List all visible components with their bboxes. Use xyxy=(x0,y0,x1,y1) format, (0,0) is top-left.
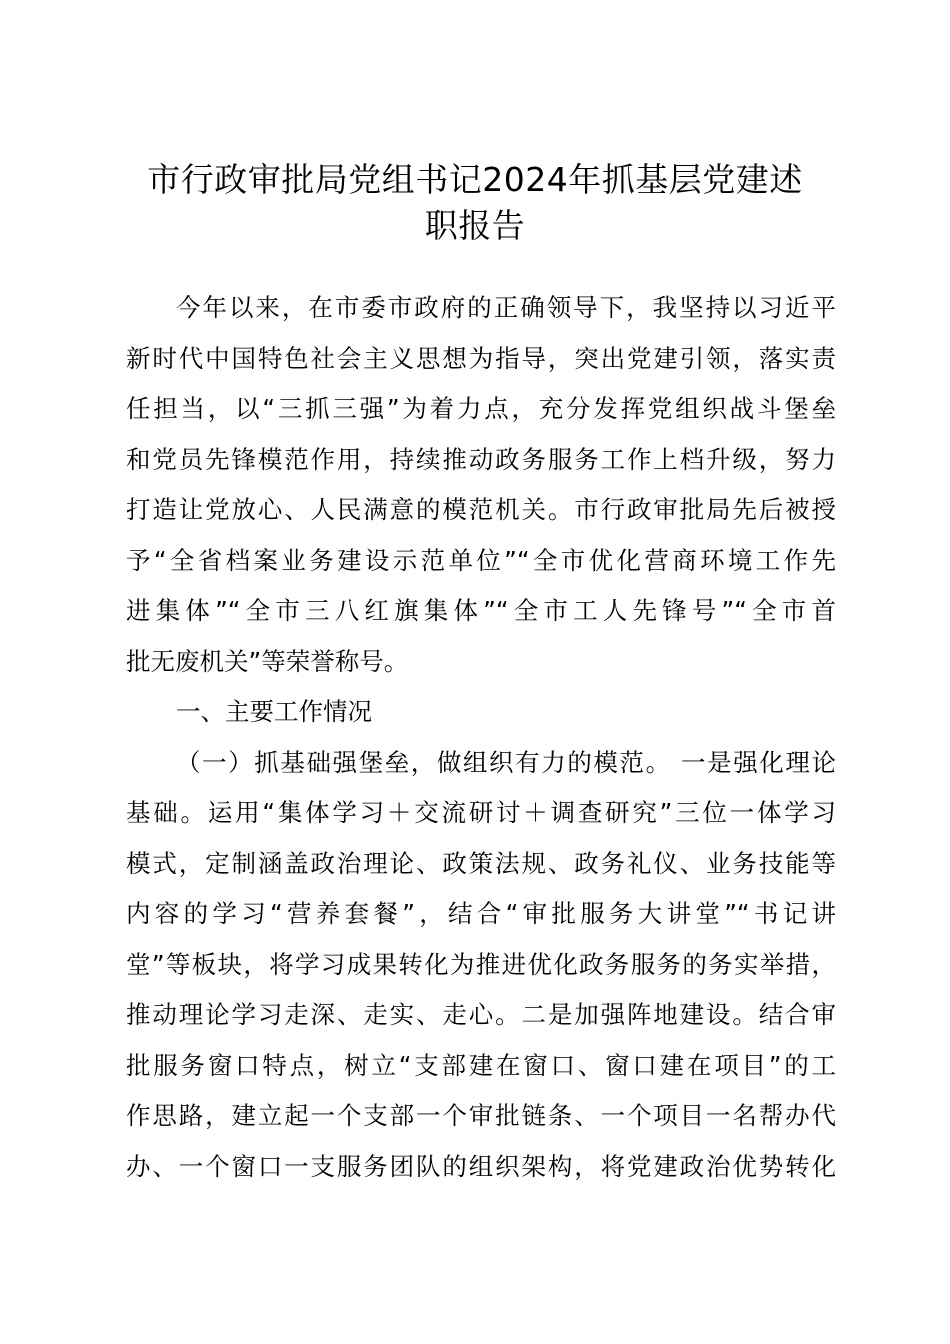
paragraph-line: 予“全省档案业务建设示范单位”“全市优化营商环境工作先 xyxy=(126,545,836,575)
paragraph-line: 批服务窗口特点，树立“支部建在窗口、窗口建在项目”的工 xyxy=(126,1050,836,1080)
paragraph-line: 和党员先锋模范作用，持续推动政务服务工作上档升级，努力 xyxy=(126,444,836,474)
paragraph-line: 内容的学习“营养套餐”，结合“审批服务大讲堂”“书记讲 xyxy=(126,899,836,928)
paragraph-line: 模式，定制涵盖政治理论、政策法规、政务礼仪、业务技能等 xyxy=(126,848,836,878)
paragraph-line: 新时代中国特色社会主义思想为指导，突出党建引领，落实责 xyxy=(126,343,836,373)
paragraph-line: 堂”等板块，将学习成果转化为推进优化政务服务的务实举措， xyxy=(126,949,836,979)
paragraph-line: 基础。运用“集体学习＋交流研讨＋调查研究”三位一体学习 xyxy=(126,798,836,827)
paragraph-line: 进集体”“全市三八红旗集体”“全市工人先锋号”“全市首 xyxy=(126,596,836,625)
paragraph-line: 批无废机关”等荣誉称号。 xyxy=(126,646,409,676)
document-body xyxy=(126,283,836,1192)
paragraph-line: 推动理论学习走深、走实、走心。二是加强阵地建设。结合审 xyxy=(126,1000,836,1029)
paragraph-line: 办、一个窗口一支服务团队的组织架构，将党建政治优势转化 xyxy=(126,1151,836,1181)
paragraph-line: 任担当，以“三抓三强”为着力点，充分发挥党组织战斗堡垒 xyxy=(126,394,836,423)
document-title-line-1: 市行政审批局党组书记2024年抓基层党建述 xyxy=(147,160,803,199)
paragraph-line: 今年以来，在市委市政府的正确领导下，我坚持以习近平 xyxy=(176,293,836,322)
section-heading: 一、主要工作情况 xyxy=(176,697,372,726)
paragraph-line: （一）抓基础强堡垒，做组织有力的模范。 一是强化理论 xyxy=(176,747,836,777)
paragraph-line: 作思路，建立起一个支部一个审批链条、一个项目一名帮办代 xyxy=(126,1101,836,1130)
document-title-line-2: 职报告 xyxy=(424,206,526,245)
paragraph-line: 打造让党放心、人民满意的模范机关。市行政审批局先后被授 xyxy=(126,495,836,524)
